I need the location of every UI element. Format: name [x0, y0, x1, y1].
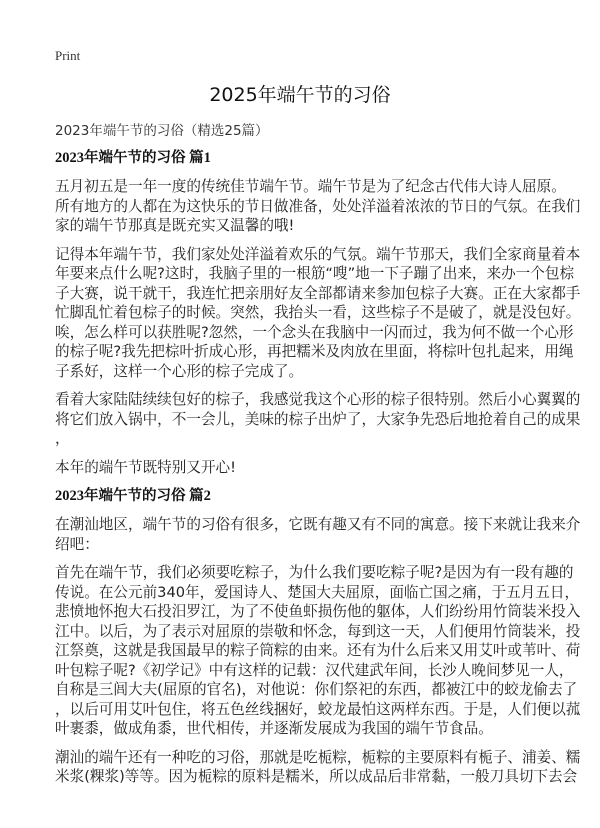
paragraph: [55, 515, 581, 554]
paragraph-line: 子大赛，说干就干，我连忙把亲朋好友全部都请来参加包棕子大赛。正在大家都手: [55, 284, 581, 302]
paragraph-line: 首先在端午节，我们必须要吃粽子，为什么我们要吃粽子呢?是因为有一段有趣的: [55, 564, 574, 581]
paragraph: [55, 390, 581, 449]
paragraph-line: 米浆(粿浆)等等。因为栀粽的原料是糯米，所以成品后非常黏，一般刀具切下去会: [55, 768, 578, 785]
paragraph: [55, 177, 581, 236]
paragraph-line: 年要来点什么呢?这时，我脑子里的一根筋“嗖”地一下子蹦了出来，来办一个包棕: [55, 265, 575, 282]
paragraph-line: 将它们放入锅中，不一会儿，美味的棕子出炉了，大家争先恐后地抢着自己的成果: [55, 410, 581, 428]
paragraph-line: 所有地方的人都在为这快乐的节日做准备，处处洋溢着浓浓的节日的气氛。在我们: [55, 197, 581, 215]
paragraph-line: 忙脚乱忙着包棕子的时候。突然，我抬头一看，这些棕子不是破了，就是没包好。: [55, 304, 581, 321]
document-subtitle: 2023年端午节的习俗（精选25篇）: [55, 123, 269, 139]
paragraph: [55, 458, 555, 478]
paragraph-line: 潮汕的端午还有一种吃的习俗，那就是吃栀粽，栀粽的主要原料有栀子、浦姜、糯: [55, 748, 581, 766]
paragraph-line: 本年的端午节既特别又开心!: [55, 458, 236, 476]
paragraph-line: 的棕子呢?我先把棕叶折成心形，再把糯米及肉放在里面，将棕叶包扎起来，用绳: [55, 343, 574, 360]
paragraph: [55, 563, 581, 739]
print-link[interactable]: Print: [55, 48, 81, 63]
paragraph-line: 悲愤地怀抱大石投汨罗江，为了不使鱼虾损伤他的躯体，人们纷纷用竹筒装米投入: [55, 603, 581, 620]
paragraph: [55, 748, 581, 787]
paragraph-line: 自称是三闾大夫(屈原的官名)，对他说：你们祭祀的东西，都被江中的蛟龙偷去了: [55, 681, 578, 698]
paragraph-line: ，以后可用艾叶包住，将五色丝线捆好，蛟龙最怕这两样东西。于是，人们便以菰: [55, 700, 581, 718]
paragraph-line: 江中。以后，为了表示对屈原的崇敬和怀念，每到这一天，人们便用竹筒装米，投: [55, 622, 581, 640]
paragraph-line: 绍吧：: [55, 535, 99, 553]
paragraph-line: 子系好，这样一个心形的棕子完成了。: [55, 362, 304, 380]
paragraph-line: 传说。在公元前340年，爱国诗人、楚国大夫屈原，面临亡国之痛，于五月五日，: [55, 583, 580, 601]
section-heading: 2023年端午节的习俗 篇1: [55, 150, 211, 166]
paragraph-line: ，: [55, 430, 70, 447]
paragraph-line: 在潮汕地区，端午节的习俗有很多，它既有趣又有不同的寓意。接下来就让我来介: [55, 516, 581, 533]
page-title: 2025年端午节的习俗: [209, 84, 391, 106]
article-body: [55, 148, 581, 796]
paragraph-line: 唉，怎么样可以获胜呢?忽然，一个念头在我脑中一闪而过，我为何不做一个心形: [55, 323, 574, 341]
paragraph-line: 记得本年端午节，我们家处处洋溢着欢乐的气氛。端午节那天，我们全家商量着本: [55, 245, 581, 263]
paragraph-line: 江祭奠，这就是我国最早的粽子筒粽的由来。还有为什么后来又用艾叶或苇叶、荷: [55, 642, 581, 659]
paragraph-line: 家的端午节那真是既充实又温馨的哦!: [55, 217, 295, 234]
paragraph-line: 叶包粽子呢?《初学记》中有这样的记载：汉代建武年间，长沙人晚间梦见一人，: [55, 661, 574, 679]
paragraph-line: 看着大家陆陆续续包好的棕子，我感觉我这个心形的棕子很特别。然后小心翼翼的: [55, 391, 581, 408]
paragraph: [55, 245, 581, 382]
paragraph-line: 叶裹黍，做成角黍，世代相传，并逐渐发展成为我国的端午节食品。: [55, 720, 493, 737]
paragraph-line: 五月初五是一年一度的传统佳节端午节。端午节是为了纪念古代伟大诗人屈原。: [55, 178, 566, 195]
section-heading: 2023年端午节的习俗 篇2: [55, 488, 211, 504]
